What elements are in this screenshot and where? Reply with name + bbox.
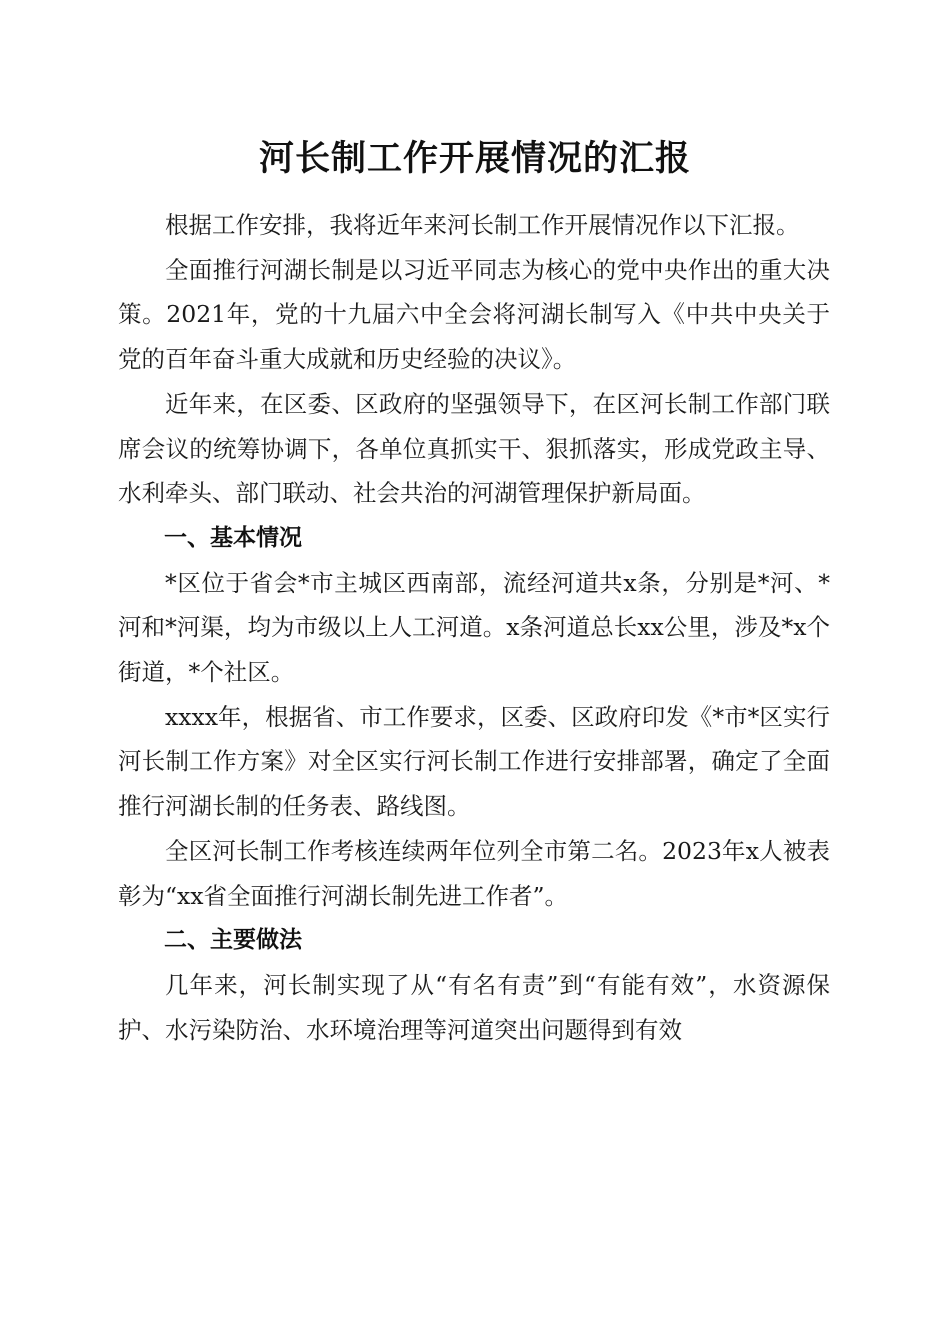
intro-paragraph: 根据工作安排，我将近年来河长制工作开展情况作以下汇报。 [165,211,800,239]
section-paragraph: *区位于省会*市主城区西南部，流经河道共x条，分别是*河、*河和*河渠，均为市级以上人工河道。x条河道总长xx公里，涉及*x个街道，*个社区。 [118,568,830,687]
intro-paragraph: 近年来，在区委、区政府的坚强领导下，在区河长制工作部门联席会议的统筹协调下，各单位真抓实干、狠抓落实，形成党政主导、水利牵头、部门联动、社会共治的河湖管理保护新局面。 [118,389,830,508]
intro-paragraph: 全面推行河湖长制是以习近平同志为核心的党中央作出的重大决策。2021年，党的十九届六中全会将河湖长制写入《中共中央关于党的百年奋斗重大成就和历史经验的决议》。 [118,255,830,374]
document-body [118,203,830,1052]
section-paragraph: 几年来，河长制实现了从“有名有责”到“有能有效”，水资源保护、水污染防治、水环境治理等河道突出问题得到有效 [118,970,830,1044]
section-heading-main-practices: 二、主要做法 [164,927,302,954]
section-paragraph: xxxx年，根据省、市工作要求，区委、区政府印发《*市*区实行河长制工作方案》对全区实行河长制工作进行安排部署，确定了全面推行河湖长制的任务表、路线图。 [118,702,830,821]
document-title: 河长制工作开展情况的汇报 [258,138,691,179]
section-heading-basic-situation: 一、基本情况 [164,524,302,551]
section-paragraph: 全区河长制工作考核连续两年位列全市第二名。2023年x人被表彰为“xx省全面推行河湖长制先进工作者”。 [118,836,830,910]
